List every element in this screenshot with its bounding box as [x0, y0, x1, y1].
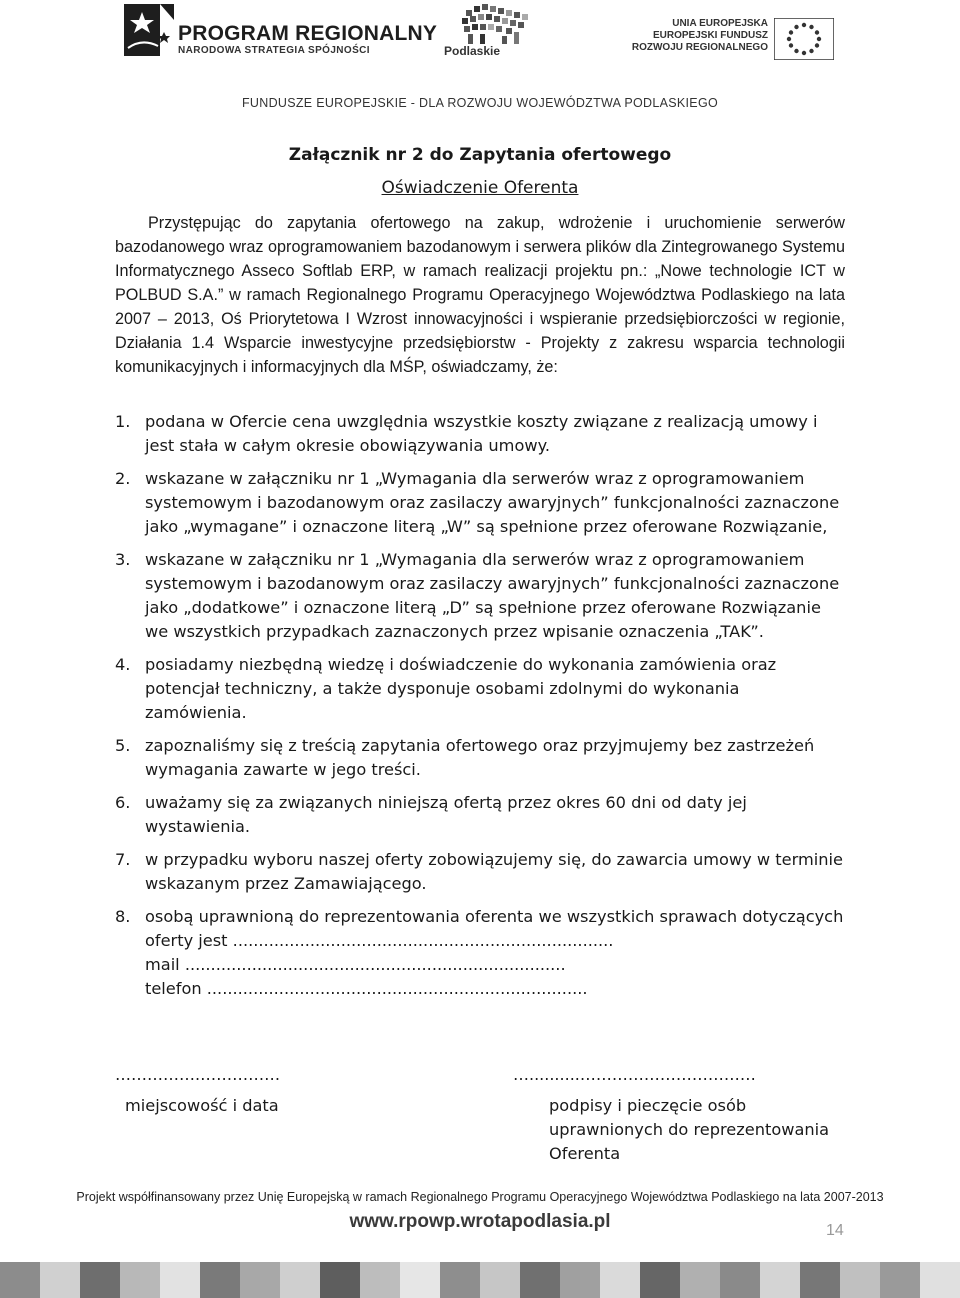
- contact-offer-line: oferty jest ..........................................................................: [145, 931, 614, 950]
- place-date-dots: …………….……………: [115, 1065, 281, 1084]
- list-item: [115, 548, 845, 644]
- list-item: [115, 848, 845, 896]
- stripe-block: [840, 1262, 880, 1298]
- eu-text-block: [632, 18, 768, 54]
- stripe-block: [240, 1262, 280, 1298]
- podlaskie-bison-logo-icon: [436, 2, 556, 46]
- list-item-number: 7.: [115, 850, 131, 869]
- program-subtitle: NARODOWA STRATEGIA SPÓJNOŚCI: [178, 45, 370, 56]
- list-item-text: w przypadku wyboru naszej oferty zobowiązujemy się, do zawarcia umowy w terminie wskazanym przez Zamawiającego.: [145, 850, 843, 893]
- stripe-block: [760, 1262, 800, 1298]
- list-item-text: uważamy się za związanych niniejszą ofertą przez okres 60 dni od daty jej wystawienia.: [145, 793, 747, 836]
- stripe-block: [160, 1262, 200, 1298]
- stripe-block: [560, 1262, 600, 1298]
- footer-website-url: www.rpowp.wrotapodlasia.pl: [349, 1211, 611, 1232]
- stripe-block: [320, 1262, 360, 1298]
- document-title: Załącznik nr 2 do Zapytania ofertowego: [288, 145, 672, 165]
- eu-logo: [631, 18, 834, 60]
- intro-paragraph: Przystępując do zapytania ofertowego na zakup, wdrożenie i uruchomienie serwerów bazodanowego wraz oprogramowaniem bazodanowym i serwera plików dla Zintegrowanego Systemu Informatycznego Asseco Softlab ERP, w ramach realizacji projektu pn.: „Nowe technologie ICT w POLBUD S.A.” w ramach Regionalnego Programu Operacyjnego Województwa Podlaskiego na lata 2007 – 2013, Oś Priorytetowa I Wzrost innowacyjności i wspieranie przedsiębiorczości w regionie, Działania 1.4 Wsparcie inwestycyjne przedsiębiorstw - Projekty z zakresu wsparcia technologii komunikacyjnych i informacyjnych dla MŚP, oświadczamy, że:: [115, 214, 845, 376]
- signature-label-line-2: uprawnionych do reprezentowania: [549, 1120, 830, 1139]
- declaration-list: [115, 410, 845, 1010]
- signature-label-line-3: Oferenta: [549, 1144, 621, 1163]
- list-item-text: osobą uprawnioną do reprezentowania oferenta we wszystkich sprawach dotyczących: [145, 907, 844, 926]
- list-item-text: zapoznaliśmy się z treścią zapytania ofertowego oraz przyjmujemy bez zastrzeżeń wymagania zawarte w jego treści.: [145, 736, 815, 779]
- stripe-block: [920, 1262, 960, 1298]
- stripe-block: [0, 1262, 40, 1298]
- stripe-block: [400, 1262, 440, 1298]
- stripe-block: [360, 1262, 400, 1298]
- list-item: [115, 410, 845, 458]
- list-item-number: 4.: [115, 655, 131, 674]
- place-date-label: miejscowość i data: [125, 1096, 279, 1115]
- stripe-block: [520, 1262, 560, 1298]
- stripe-block: [720, 1262, 760, 1298]
- page-number: 14: [826, 1222, 844, 1239]
- stripe-block: [80, 1262, 120, 1298]
- stripe-block: [280, 1262, 320, 1298]
- stripe-block: [40, 1262, 80, 1298]
- program-regionalny-logo-icon: [124, 2, 174, 58]
- list-item-text: wskazane w załączniku nr 1 „Wymagania dla serwerów wraz z oprogramowaniem systemowym i bazodanowym oraz zasilaczy awaryjnych” funkcjonalności zaznaczone jako „dodatkowe” i oznaczone literą „D” są spełnione przez oferowane Rozwiązanie we wszystkich przypadkach zaznaczonych przez wpisanie oznaczenia „TAK”.: [145, 550, 840, 641]
- signature-dots: …..........……………………………: [513, 1065, 756, 1084]
- list-item-number: 8.: [115, 907, 131, 926]
- stripe-block: [640, 1262, 680, 1298]
- list-item-number: 6.: [115, 793, 131, 812]
- footer-cofinancing-note: Projekt współfinansowany przez Unię Europejską w ramach Regionalnego Programu Operacyjnego Województwa Podlaskiego na lata 2007-2013: [76, 1190, 884, 1204]
- funds-tagline: FUNDUSZE EUROPEJSKIE - DLA ROZWOJU WOJEWÓDZTWA PODLASKIEGO: [241, 96, 718, 110]
- signature-label-line-1: podpisy i pieczęcie osób: [549, 1096, 747, 1115]
- program-title: PROGRAM REGIONALNY: [178, 22, 438, 45]
- stripe-block: [440, 1262, 480, 1298]
- stripe-block: [200, 1262, 240, 1298]
- list-item: [115, 734, 845, 782]
- eu-flag-icon: [774, 18, 834, 60]
- region-name: Podlaskie: [444, 44, 501, 58]
- contact-mail-line: mail ..........................................................................: [145, 955, 566, 974]
- stripe-block: [480, 1262, 520, 1298]
- stripe-block: [800, 1262, 840, 1298]
- stripe-block: [880, 1262, 920, 1298]
- list-item-number: 5.: [115, 736, 131, 755]
- stripe-block: [680, 1262, 720, 1298]
- list-item-text: podana w Ofercie cena uwzględnia wszystkie koszty związane z realizacją umowy i jest stała w całym okresie obowiązywania umowy.: [145, 412, 818, 455]
- list-item: [115, 467, 845, 539]
- signature-label-block: [549, 1094, 829, 1166]
- list-item-number: 2.: [115, 469, 131, 488]
- footer-color-stripe: [0, 1262, 960, 1298]
- list-item-number: 3.: [115, 550, 131, 569]
- list-item-number: 1.: [115, 412, 131, 431]
- stripe-block: [120, 1262, 160, 1298]
- list-item-text: wskazane w załączniku nr 1 „Wymagania dla serwerów wraz z oprogramowaniem systemowym i bazodanowym oraz zasilaczy awaryjnych” funkcjonalności zaznaczone jako „wymagane” i oznaczone literą „W” są spełnione przez oferowane Rozwiązanie,: [145, 469, 840, 536]
- list-item-text: posiadamy niezbędną wiedzę i doświadczenie do wykonania zamówienia oraz potencjał techniczny, a także dysponuje osobami zdolnymi do wykonania zamówienia.: [145, 655, 777, 722]
- list-item: [115, 653, 845, 725]
- eu-line-1: UNIA EUROPEJSKA: [672, 18, 768, 29]
- eu-line-3: ROZWOJU REGIONALNEGO: [631, 42, 768, 53]
- eu-line-2: EUROPEJSKI FUNDUSZ: [652, 30, 768, 41]
- stripe-block: [600, 1262, 640, 1298]
- list-item: [115, 905, 845, 1001]
- program-regionalny-logo: [124, 2, 438, 62]
- document-subtitle: Oświadczenie Oferenta: [381, 178, 579, 198]
- contact-phone-line: telefon ..........................................................................: [145, 979, 588, 998]
- list-item: [115, 791, 845, 839]
- podlaskie-logo: [436, 2, 556, 64]
